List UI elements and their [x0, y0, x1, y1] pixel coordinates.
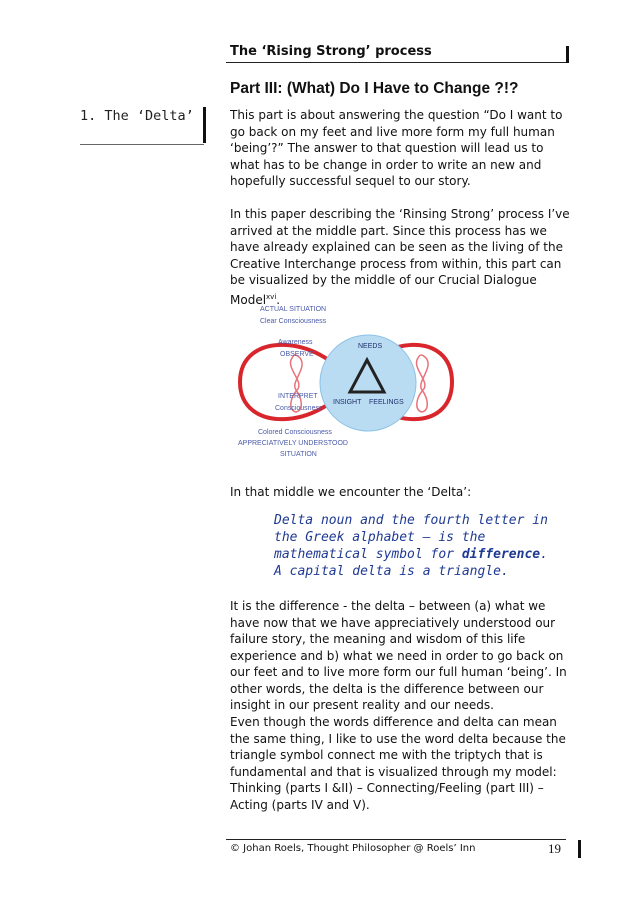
right-infinity-icon: [416, 355, 428, 412]
label-feelings: FEELINGS: [369, 399, 404, 406]
label-insight: INSIGHT: [333, 399, 362, 406]
paragraph-difference: It is the difference - the delta – between (a) what we have now that we have appreciatively understood our failure story, the meaning and wisdom of this life experience and b) what we need in order to go back on our feet and to live more form our full human ‘being’. In other words, the delta is the difference between our insight in our present reality and our needs.: [230, 599, 567, 712]
quote-line-3-post: .: [540, 547, 548, 562]
header-bar: [566, 46, 569, 63]
quote-line-3: [274, 546, 574, 563]
paragraph-middle-end: .: [276, 292, 281, 307]
delta-definition-quote: [274, 512, 574, 580]
paragraph-middle-part: [230, 206, 570, 308]
label-appreciatively: APPRECIATIVELY UNDERSTOOD: [238, 440, 348, 447]
header-rule: [226, 62, 566, 63]
sidebar-rule: [80, 144, 204, 145]
running-header: The ‘Rising Strong’ process: [230, 44, 432, 59]
footnote-ref: xvi: [266, 292, 277, 301]
page-number: 19: [548, 841, 561, 856]
footer-credit: © Johan Roels, Thought Philosopher @ Roels’ Inn: [230, 843, 476, 854]
label-awareness: Awareness: [278, 339, 313, 346]
quote-emphasis: difference: [461, 547, 541, 562]
left-infinity-icon: [290, 355, 302, 412]
paragraph-triptych: Even though the words difference and delta can mean the same thing, I like to use the word delta because the triangle symbol connect me with the triptych that is fundamental and that is visualized through my model: Thinking (parts I &II) – Connecting/Feeling (part III) – Acting (parts IV and V).: [230, 715, 566, 812]
sidebar-heading: 1. The ‘Delta’: [80, 108, 194, 124]
paragraph-delta-intro: In that middle we encounter the ‘Delta’:: [230, 485, 472, 499]
label-colored-consciousness: Colored Consciousness: [258, 429, 332, 436]
quote-line-2: the Greek alphabet – is the: [274, 530, 486, 545]
quote-line-4: A capital delta is a triangle.: [274, 564, 509, 579]
label-observe: OBSERVE: [280, 351, 314, 358]
footer-rule: [226, 839, 566, 840]
crucial-dialogue-diagram: [230, 300, 460, 466]
quote-line-1: Delta noun and the fourth letter in: [274, 513, 548, 528]
sidebar-bar: [203, 107, 206, 143]
quote-line-3-pre: mathematical symbol for: [274, 547, 462, 562]
label-clear-consciousness: Clear Consciousness: [260, 318, 327, 325]
label-needs: NEEDS: [358, 343, 383, 350]
part-title: Part III: (What) Do I Have to Change ?!?: [230, 80, 519, 97]
label-interpret: INTERPRET: [278, 393, 318, 400]
paragraph-middle-text: In this paper describing the ‘Rinsing Strong’ process I’ve arrived at the middle part. Since this process has we have already explained can be seen as the living of the Creative Interchange process from within, this part can be visualized by the middle of our Crucial Dialogue Model: [230, 207, 570, 307]
paragraph-intro: This part is about answering the question “Do I want to go back on my feet and live more form my full human ‘being’?” The answer to that question will lead us to what has to be change in order to write an new and hopefully successful sequel to our story.: [230, 108, 563, 188]
label-actual-situation: ACTUAL SITUATION: [260, 306, 327, 313]
label-consciousness: Consciousness: [275, 405, 323, 412]
footer-bar: [578, 840, 581, 858]
label-situation: SITUATION: [280, 451, 317, 458]
